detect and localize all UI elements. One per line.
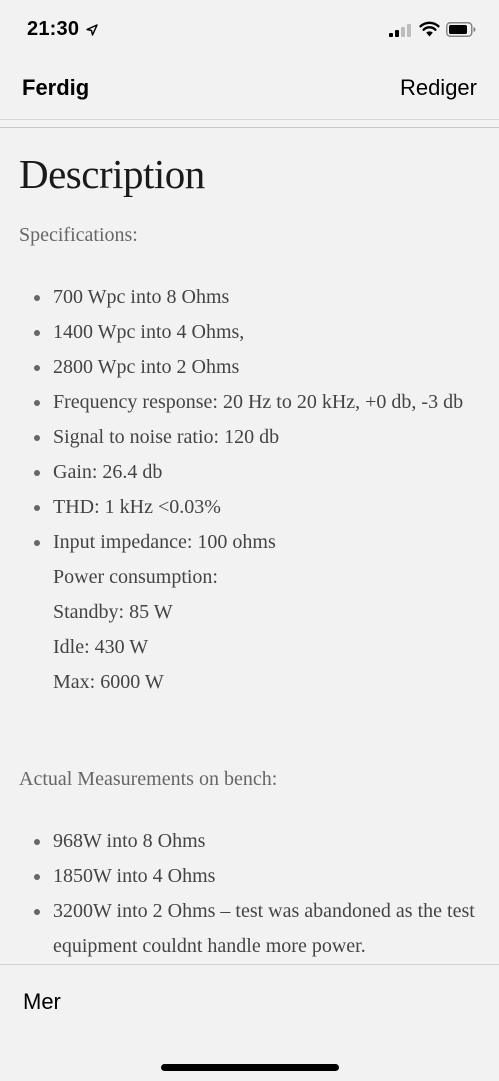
list-item: Frequency response: 20 Hz to 20 kHz, +0 db, -3 db [0,385,499,420]
list-item: 968W into 8 Ohms [0,824,499,859]
list-item: 1850W into 4 Ohms [0,859,499,894]
specifications-list [0,280,499,700]
nav-divider [0,119,499,120]
status-bar [0,0,499,62]
list-item: Gain: 26.4 db [0,455,499,490]
list-item: 3200W into 2 Ohms – test was abandoned as the test equipment couldnt handle more power. [0,894,499,964]
bottom-toolbar [0,964,499,1081]
bench-measurements-list [0,824,499,964]
list-item-continuation: Power consumption: [53,566,218,588]
done-button[interactable]: Ferdig [22,75,90,100]
list-item-continuation: Idle: 430 W [53,636,149,658]
list-item: 1400 Wpc into 4 Ohms, [0,315,499,350]
status-time: 21:30 [27,18,80,40]
list-item: 700 Wpc into 8 Ohms [0,280,499,315]
wifi-icon [419,21,440,42]
list-item: 2800 Wpc into 2 Ohms [0,350,499,385]
list-item-continuation: Max: 6000 W [53,671,164,693]
list-item: THD: 1 kHz <0.03% [0,490,499,525]
location-arrow-icon [86,23,98,41]
description-content[interactable] [0,128,499,964]
list-item: Input impedance: 100 ohms [0,525,499,560]
specifications-label: Specifications: [19,224,138,246]
edit-button[interactable]: Rediger [399,75,477,100]
cellular-signal-icon [389,24,411,42]
more-button[interactable]: Mer [23,989,61,1014]
bench-measurements-label: Actual Measurements on bench: [19,768,278,790]
list-item-continuation: Standby: 85 W [53,601,173,623]
page-title: Description [19,151,205,197]
list-item: Signal to noise ratio: 120 db [0,420,499,455]
navigation-bar [0,62,499,118]
home-indicator[interactable] [161,1064,339,1071]
battery-icon [446,22,476,42]
